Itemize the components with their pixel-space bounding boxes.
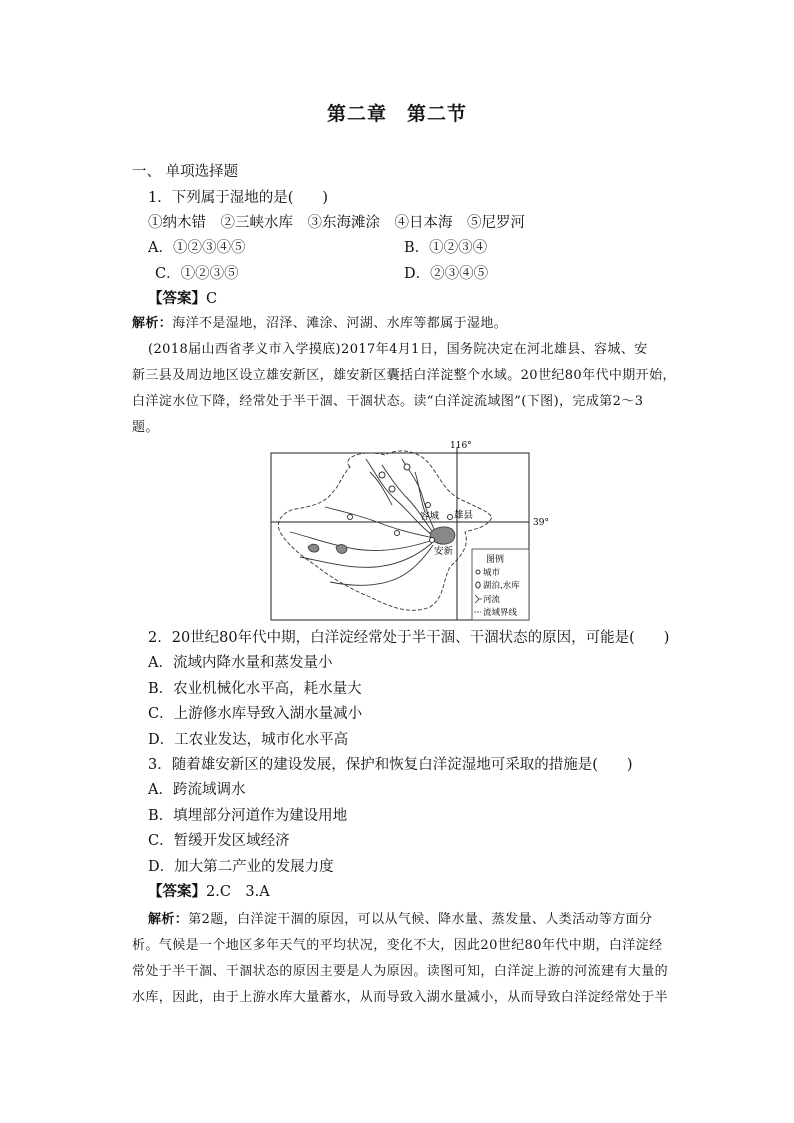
q2-option-c: C．上游修水库导致入湖水量减小	[148, 706, 363, 722]
q2-option-d: D．工农业发达，城市化水平高	[148, 732, 349, 748]
lon-label: 116°	[450, 441, 472, 451]
city-anxin-marker	[430, 538, 435, 543]
city-anxin-label: 安新	[434, 546, 454, 557]
city-xiongxian-label: 雄县	[454, 510, 474, 521]
explanation-2-3-line-3: 常处于半干涸、干涸状态的原因主要是人为原因。读图可知，白洋淀上游的河流建有大量的	[132, 964, 669, 979]
explanation-text: 第2题，白洋淀干涸的原因，可以从气候、降水量、蒸发量、人类活动等方面分	[188, 912, 653, 927]
legend-lake-label: 湖泊,水库	[483, 581, 520, 591]
q3-stem: 3．随着雄安新区的建设发展，保护和恢复白洋淀湿地可采取的措施是( )	[148, 757, 633, 773]
legend-boundary-label: 流域界线	[483, 608, 518, 618]
passage-line-2: 新三县及周边地区设立雄安新区，雄安新区囊括白洋淀整个水域。20世纪80年代中期开始，	[132, 368, 676, 383]
reservoir-5	[404, 464, 410, 470]
explanation-1	[132, 314, 507, 334]
explanation-tag: 解析：	[148, 912, 189, 927]
answer-tag: 【答案】	[148, 290, 206, 307]
map-svg	[270, 437, 555, 622]
passage-line-1: (2018届山西省孝义市入学摸底)2017年4月1日，国务院决定在河北雄县、容城、安	[148, 342, 648, 357]
q2-option-a: A．流域内降水量和蒸发量小	[148, 655, 333, 671]
answer-value: 2.C 3.A	[206, 884, 270, 900]
legend-title: 图例	[486, 555, 505, 565]
q1-option-b: B．①②③④	[404, 240, 488, 256]
explanation-2-3-line-1	[148, 910, 652, 930]
q1-items: ①纳木错 ②三峡水库 ③东海滩涂 ④日本海 ⑤尼罗河	[148, 215, 525, 231]
q1-option-d: D．②③④⑤	[404, 266, 489, 282]
passage-line-4: 题。	[132, 420, 159, 435]
q2-option-b: B．农业机械化水平高，耗水量大	[148, 681, 362, 697]
answer-1	[148, 289, 217, 309]
explanation-tag: 解析：	[132, 316, 173, 331]
answer-value: C	[206, 291, 218, 307]
section-heading: 一、 单项选择题	[132, 164, 239, 180]
baiyangdian-basin-map	[270, 437, 555, 622]
reservoir-2	[336, 545, 347, 554]
q3-option-b: B．填埋部分河道作为建设用地	[148, 808, 348, 824]
explanation-text: 海洋不是湿地，沼泽、滩涂、河湖、水库等都属于湿地。	[172, 316, 508, 331]
explanation-2-3-line-4: 水库，因此，由于上游水库大量蓄水，从而导致入湖水量减小，从而导致白洋淀经常处于半	[132, 990, 669, 1005]
reservoir-1	[308, 544, 319, 552]
legend-lake-symbol	[476, 582, 480, 588]
answer-2-3	[148, 882, 270, 902]
q2-stem: 2．20世纪80年代中期，白洋淀经常处于半干涸、干涸状态的原因，可能是( )	[148, 630, 670, 646]
reservoir-7	[395, 531, 400, 536]
reservoir-6	[348, 515, 353, 520]
explanation-2-3-line-2: 析。气候是一个地区多年天气的平均状况，变化不大，因此20世纪80年代中期，白洋淀经	[132, 938, 663, 953]
city-xiongxian-marker	[448, 515, 453, 520]
legend-river-label: 河流	[483, 595, 501, 605]
city-rongcheng-label: 容城	[420, 511, 440, 522]
legend-city-symbol	[476, 570, 480, 574]
legend-city-label: 城市	[483, 568, 501, 578]
q1-option-c: C．①②③⑤	[155, 266, 239, 282]
passage-line-3: 白洋淀水位下降，经常处于半干涸、干涸状态。读“白洋淀流域图”(下图)，完成第2～3	[132, 394, 644, 409]
q3-option-d: D．加大第二产业的发展力度	[148, 859, 334, 875]
city-rongcheng-marker	[426, 503, 431, 508]
page-title: 第二章 第二节	[326, 103, 467, 125]
q3-option-c: C．暂缓开发区域经济	[148, 833, 290, 849]
q1-stem: 1．下列属于湿地的是( )	[148, 190, 329, 206]
q1-option-a: A．①②③④⑤	[148, 240, 246, 256]
reservoir-3	[379, 472, 385, 478]
q3-option-a: A．跨流域调水	[148, 782, 246, 798]
lat-label: 39°	[533, 518, 549, 528]
answer-tag: 【答案】	[148, 883, 206, 900]
reservoir-4	[389, 486, 395, 492]
